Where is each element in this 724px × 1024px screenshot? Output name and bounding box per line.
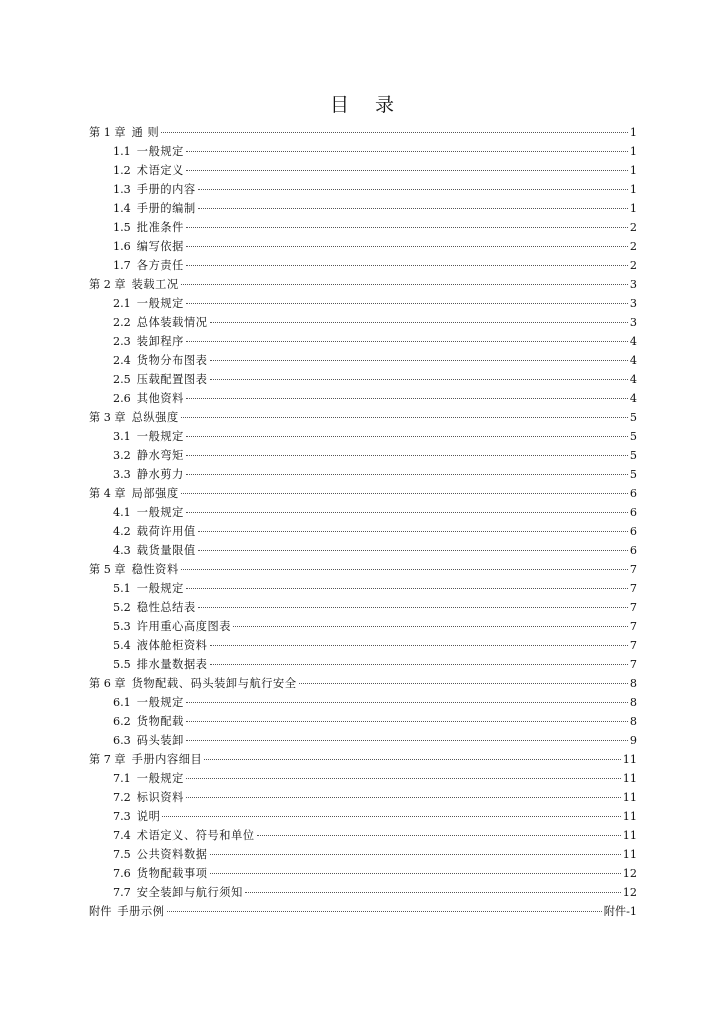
toc-page-number: 7 [629,639,637,652]
toc-chapter-entry[interactable] [89,123,637,142]
toc-page-number: 6 [629,487,637,500]
page-title: 目 录 [329,94,405,116]
toc-page-number: 6 [629,544,637,557]
toc-entry-number: 附件 [89,905,112,918]
toc-entry-number: 7.6 [113,867,131,880]
toc-dot-leader [186,588,628,589]
toc-page-number: 7 [629,658,637,671]
toc-page-number: 11 [622,829,637,842]
toc-entry-number: 1.5 [113,221,131,234]
toc-page-number: 6 [629,506,637,519]
toc-entry-title: 一般规定 [136,297,184,310]
toc-entry-title: 局部强度 [131,487,179,500]
toc-page-number: 1 [629,145,637,158]
table-of-contents [89,123,637,921]
toc-entry-title: 排水量数据表 [136,658,208,671]
toc-section-entry[interactable] [89,712,637,731]
toc-page-number: 8 [629,696,637,709]
toc-entry-number: 第 4 章 [89,487,126,500]
toc-section-entry[interactable] [89,693,637,712]
toc-entry-title: 静水剪力 [136,468,184,481]
toc-page-number: 3 [629,278,637,291]
toc-dot-leader [210,854,621,855]
toc-entry-number: 1.6 [113,240,131,253]
toc-entry-number: 1.1 [113,145,131,158]
toc-entry-number: 1.7 [113,259,131,272]
toc-entry-number: 2.5 [113,373,131,386]
toc-entry-number: 5.2 [113,601,131,614]
toc-entry-title: 一般规定 [136,506,184,519]
toc-entry-title: 码头装卸 [136,734,184,747]
toc-page-number: 5 [629,468,637,481]
toc-page-number: 2 [629,240,637,253]
toc-section-entry[interactable] [89,351,637,370]
toc-entry-title: 稳性总结表 [136,601,196,614]
toc-page-number: 8 [629,715,637,728]
toc-chapter-entry[interactable] [89,275,637,294]
toc-entry-number: 5.4 [113,639,131,652]
toc-page-number: 4 [629,373,637,386]
toc-entry-title: 装载工况 [131,278,179,291]
toc-section-entry[interactable] [89,142,637,161]
toc-entry-number: 6.2 [113,715,131,728]
toc-entry-title: 总纵强度 [131,411,179,424]
toc-section-entry[interactable] [89,180,637,199]
toc-page-number: 附件-1 [603,905,637,918]
toc-entry-title: 标识资料 [136,791,184,804]
toc-dot-leader [198,550,628,551]
toc-entry-number: 5.3 [113,620,131,633]
toc-chapter-entry[interactable] [89,902,637,921]
toc-dot-leader [198,531,628,532]
toc-dot-leader [186,341,628,342]
toc-page-number: 7 [629,601,637,614]
toc-page-number: 1 [629,202,637,215]
toc-section-entry[interactable] [89,769,637,788]
toc-entry-title: 压载配置图表 [136,373,208,386]
toc-dot-leader [186,227,628,228]
toc-dot-leader [186,436,628,437]
toc-section-entry[interactable] [89,389,637,408]
toc-dot-leader [186,721,628,722]
toc-section-entry[interactable] [89,636,637,655]
toc-page-number: 6 [629,525,637,538]
toc-entry-number: 4.2 [113,525,131,538]
toc-entry-number: 1.2 [113,164,131,177]
toc-page-number: 1 [629,183,637,196]
toc-entry-title: 手册内容细目 [131,753,203,766]
toc-dot-leader [245,892,621,893]
toc-entry-title: 货物配载、码头装卸与航行安全 [131,677,297,690]
toc-page-number: 2 [629,221,637,234]
toc-page-number: 11 [622,848,637,861]
toc-dot-leader [186,398,628,399]
toc-entry-number: 第 3 章 [89,411,126,424]
toc-chapter-entry[interactable] [89,560,637,579]
toc-section-entry[interactable] [89,731,637,750]
toc-entry-title: 货物配载事项 [136,867,208,880]
toc-entry-title: 货物分布图表 [136,354,208,367]
toc-dot-leader [210,664,628,665]
toc-entry-title: 稳性资料 [131,563,179,576]
toc-entry-title: 各方责任 [136,259,184,272]
toc-section-entry[interactable] [89,807,637,826]
toc-page-number: 8 [629,677,637,690]
toc-dot-leader [204,759,620,760]
toc-page-number: 11 [622,810,637,823]
toc-dot-leader [181,569,628,570]
toc-entry-title: 手册的内容 [136,183,196,196]
toc-page-number: 4 [629,354,637,367]
toc-page-number: 11 [622,791,637,804]
toc-entry-title: 说明 [136,810,161,823]
toc-section-entry[interactable] [89,256,637,275]
toc-section-entry[interactable] [89,161,637,180]
toc-entry-number: 第 2 章 [89,278,126,291]
toc-section-entry[interactable] [89,370,637,389]
toc-page-number: 7 [629,563,637,576]
toc-entry-number: 2.4 [113,354,131,367]
toc-entry-title: 一般规定 [136,696,184,709]
toc-page-number: 12 [622,867,637,880]
toc-section-entry[interactable] [89,503,637,522]
toc-entry-number: 1.4 [113,202,131,215]
toc-dot-leader [210,322,628,323]
toc-dot-leader [181,417,628,418]
toc-entry-number: 7.7 [113,886,131,899]
toc-dot-leader [210,645,628,646]
toc-dot-leader [210,379,628,380]
toc-dot-leader [198,208,628,209]
toc-dot-leader [181,284,628,285]
toc-dot-leader [233,626,628,627]
toc-page-number: 3 [629,297,637,310]
toc-section-entry[interactable] [89,237,637,256]
toc-entry-number: 2.3 [113,335,131,348]
toc-entry-number: 7.1 [113,772,131,785]
toc-page-number: 5 [629,411,637,424]
toc-entry-number: 1.3 [113,183,131,196]
toc-dot-leader [186,455,628,456]
toc-section-entry[interactable] [89,332,637,351]
toc-entry-title: 安全装卸与航行须知 [136,886,243,899]
toc-section-entry[interactable] [89,427,637,446]
toc-dot-leader [167,911,602,912]
toc-section-entry[interactable] [89,218,637,237]
toc-section-entry[interactable] [89,294,637,313]
toc-section-entry[interactable] [89,617,637,636]
toc-section-entry[interactable] [89,313,637,332]
toc-section-entry[interactable] [89,845,637,864]
toc-page-number: 9 [629,734,637,747]
toc-entry-title: 通 则 [131,126,160,139]
toc-dot-leader [210,360,628,361]
toc-dot-leader [299,683,628,684]
toc-page-number: 1 [629,164,637,177]
toc-dot-leader [186,740,628,741]
toc-section-entry[interactable] [89,655,637,674]
toc-entry-number: 7.3 [113,810,131,823]
toc-entry-title: 手册的编制 [136,202,196,215]
toc-section-entry[interactable] [89,864,637,883]
toc-entry-number: 3.3 [113,468,131,481]
toc-chapter-entry[interactable] [89,674,637,693]
toc-section-entry[interactable] [89,579,637,598]
toc-entry-number: 3.1 [113,430,131,443]
toc-entry-title: 一般规定 [136,582,184,595]
toc-entry-title: 载荷许用值 [136,525,196,538]
toc-entry-number: 7.4 [113,829,131,842]
toc-entry-title: 术语定义 [136,164,184,177]
toc-entry-number: 6.1 [113,696,131,709]
toc-entry-title: 其他资料 [136,392,184,405]
toc-entry-number: 4.1 [113,506,131,519]
toc-page-number: 11 [622,753,637,766]
toc-dot-leader [210,873,621,874]
toc-entry-title: 批准条件 [136,221,184,234]
toc-entry-number: 2.2 [113,316,131,329]
toc-section-entry[interactable] [89,826,637,845]
toc-dot-leader [186,474,628,475]
toc-entry-title: 静水弯矩 [136,449,184,462]
toc-entry-title: 手册示例 [117,905,165,918]
toc-chapter-entry[interactable] [89,750,637,769]
toc-entry-title: 术语定义、符号和单位 [136,829,255,842]
toc-entry-title: 一般规定 [136,145,184,158]
toc-entry-number: 3.2 [113,449,131,462]
toc-page-number: 12 [622,886,637,899]
toc-entry-number: 2.1 [113,297,131,310]
toc-section-entry[interactable] [89,788,637,807]
toc-dot-leader [186,778,621,779]
toc-section-entry[interactable] [89,446,637,465]
toc-section-entry[interactable] [89,465,637,484]
toc-page-number: 11 [622,772,637,785]
toc-entry-title: 装卸程序 [136,335,184,348]
toc-entry-title: 许用重心高度图表 [136,620,232,633]
toc-dot-leader [186,151,628,152]
toc-entry-title: 载货量限值 [136,544,196,557]
toc-entry-number: 7.2 [113,791,131,804]
toc-page-number: 2 [629,259,637,272]
toc-entry-title: 一般规定 [136,430,184,443]
toc-page-number: 3 [629,316,637,329]
toc-dot-leader [186,265,628,266]
toc-page-number: 7 [629,620,637,633]
toc-section-entry[interactable] [89,199,637,218]
toc-entry-number: 5.1 [113,582,131,595]
toc-section-entry[interactable] [89,541,637,560]
toc-entry-title: 公共资料数据 [136,848,208,861]
toc-dot-leader [162,816,620,817]
toc-dot-leader [186,303,628,304]
toc-dot-leader [198,607,628,608]
toc-entry-number: 第 5 章 [89,563,126,576]
toc-entry-number: 第 1 章 [89,126,126,139]
toc-page-number: 5 [629,430,637,443]
toc-page-number: 5 [629,449,637,462]
toc-entry-title: 编写依据 [136,240,184,253]
toc-dot-leader [186,797,621,798]
toc-page-number: 1 [629,126,637,139]
toc-chapter-entry[interactable] [89,408,637,427]
toc-dot-leader [181,493,628,494]
toc-section-entry[interactable] [89,522,637,541]
toc-section-entry[interactable] [89,598,637,617]
toc-dot-leader [186,246,628,247]
toc-dot-leader [198,189,628,190]
toc-section-entry[interactable] [89,883,637,902]
toc-entry-title: 一般规定 [136,772,184,785]
toc-entry-number: 4.3 [113,544,131,557]
toc-entry-number: 6.3 [113,734,131,747]
toc-entry-number: 第 6 章 [89,677,126,690]
toc-dot-leader [186,512,628,513]
toc-entry-title: 液体舱柜资料 [136,639,208,652]
toc-chapter-entry[interactable] [89,484,637,503]
toc-dot-leader [257,835,621,836]
toc-entry-number: 7.5 [113,848,131,861]
toc-dot-leader [186,702,628,703]
toc-entry-title: 货物配载 [136,715,184,728]
toc-page-number: 4 [629,335,637,348]
toc-page-number: 7 [629,582,637,595]
toc-dot-leader [161,132,628,133]
toc-entry-number: 第 7 章 [89,753,126,766]
toc-entry-number: 5.5 [113,658,131,671]
toc-page-number: 4 [629,392,637,405]
toc-entry-title: 总体装载情况 [136,316,208,329]
toc-dot-leader [186,170,628,171]
toc-entry-number: 2.6 [113,392,131,405]
